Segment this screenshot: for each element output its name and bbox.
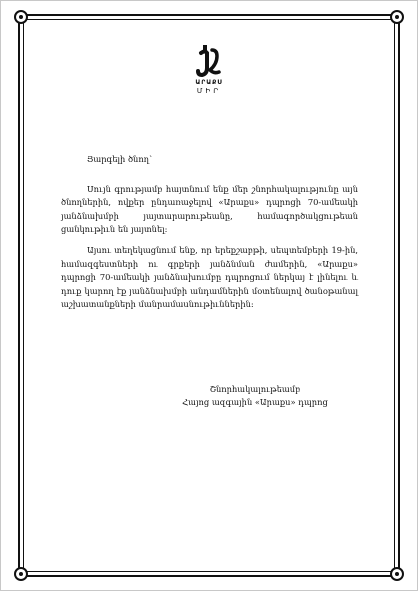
logo-name: ԱՐԱՔՍ [195,79,223,86]
signature-closing: Շնորհակալութեամբ [209,384,301,394]
frame-corner-ornament-icon [390,10,404,24]
frame-corner-ornament-icon [390,567,404,581]
letter-body [61,153,358,319]
signature-block [150,383,360,409]
signature-organization: Հայոց ազգային «Արաքս» դպրոց [182,397,328,407]
frame-corner-ornament-icon [14,10,28,24]
frame-corner-ornament-icon [14,567,28,581]
school-emblem-icon [196,44,222,78]
salutation: Յարգելի ծնող՝ [87,154,153,164]
school-logo [186,44,232,95]
paragraph-2: Այսու տեղեկացնում ենք, որ երեքշաբթի, սեպտեմբերի 19-ին, համազգեստների ու գրքերի յանձնման ժամերին, «Արաքս» դպրոցի 70-ամեակի յանձնախումբը դպրոցում ներկայ է լինելու և դուք կարող էք յանձնախմբի անդամներին մօտենալով ծանօթանալ աշխատանքների մանրամասնութիւններին: [61,244,358,310]
paragraph-1: Սույն գրությամբ հայտնում ենք մեր շնորհակալությունը այն ծնողներին, ովքեր ընդառաջելով «Արաքս» դպրոցի 70-ամեակի յանձնախմբի յայտարարութեանը, համագործակցութեան ցանկութիւն են յայտնել: [61,183,358,235]
logo-year: ՄԻՐ [196,87,222,95]
